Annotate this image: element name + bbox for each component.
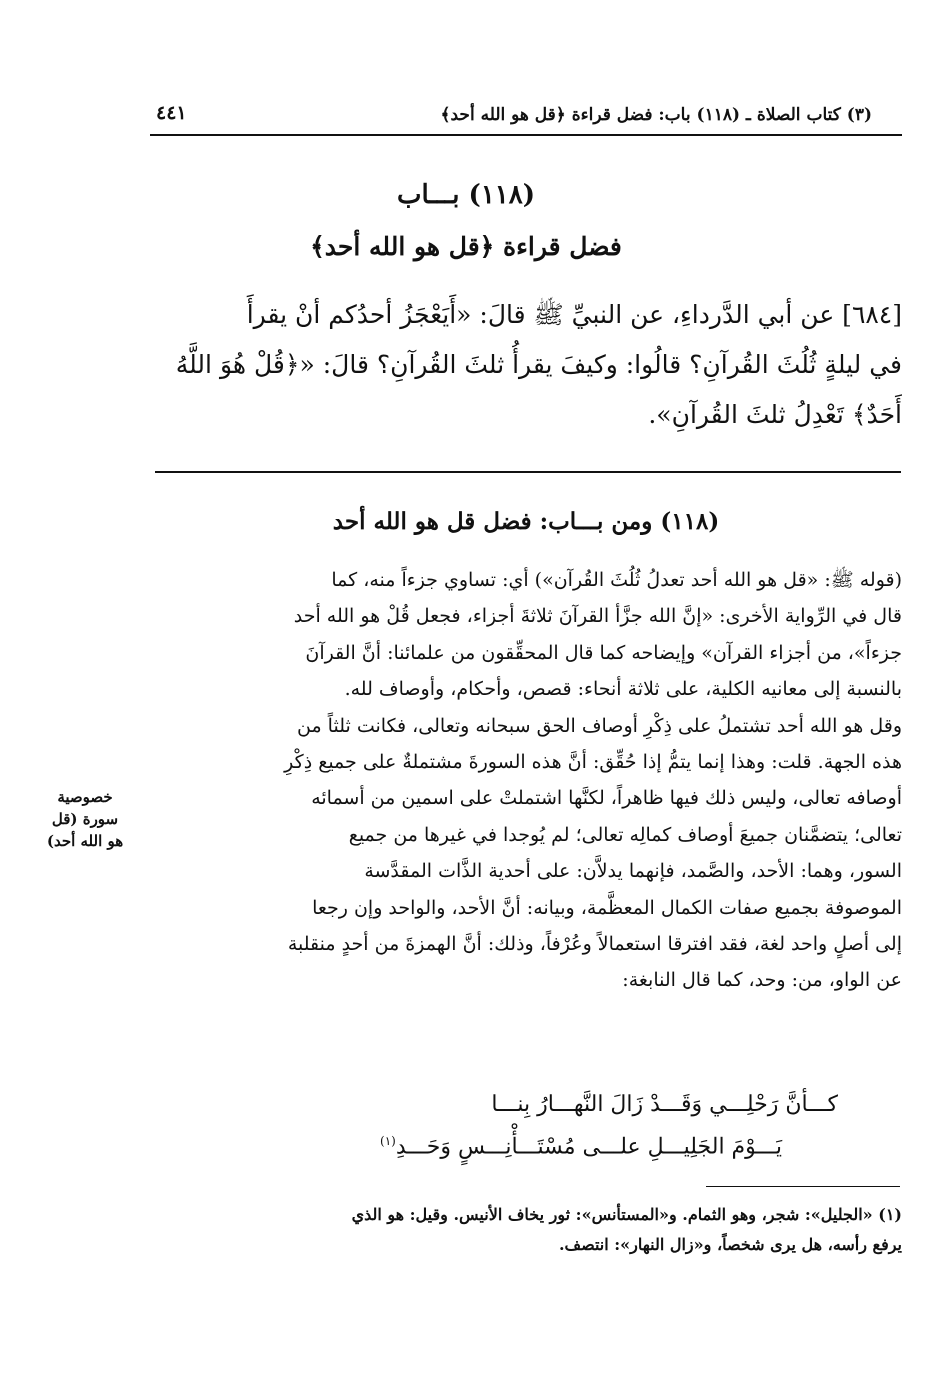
hadith-line: في ليلةٍ ثُلُثَ القُرآنِ؟ قالُوا: وكيفَ يقرأُ ثلثَ القُرآنِ؟ قالَ: «﴿قُلْ هُوَ اللَّهُ	[175, 350, 902, 379]
running-header	[150, 100, 902, 136]
commentary-line: الموصوفة بجميع صفات الكمال المعظَّمة، وبيانه: أنَّ الأحد، والواحد وإن رجعا	[312, 896, 902, 919]
margin-note-line: سورة (قل	[51, 810, 119, 828]
commentary-line: جزءاً»، من أجزاء القرآن» وإيضاحه كما قال المحقِّقون من علمائنا: أنَّ القرآنَ	[305, 641, 902, 664]
running-header-title: (٣) كتاب الصلاة ـ (١١٨) باب: فضل قراءة ﴿قل هو الله أحد﴾	[440, 105, 872, 125]
commentary-line: عن الواو، من: وحد، كما قال النابغة:	[622, 969, 902, 992]
commentary-text	[150, 562, 902, 999]
commentary-line: (قوله ﷺ: «قل هو الله أحد تعدلُ ثُلُثَ القُرآن») أي: تساوي جزءاً منه، كما	[331, 569, 902, 591]
commentary-line: تعالى؛ يتضمَّنان جميعَ أوصاف كمالِه تعالى؛ لم يُوجدا في غيرها من جميع	[348, 823, 902, 846]
chapter-title: فضل قراءة ﴿قل هو الله أحد﴾	[310, 232, 622, 261]
hadith-line: أَحَدٌ﴾ تَعْدِلُ ثلثَ القُرآنِ».	[648, 400, 902, 429]
hadith-text	[150, 290, 902, 440]
margin-note-line: خصوصية	[57, 788, 113, 806]
footnote-ref: (١)	[380, 1134, 396, 1148]
commentary-line: أوصافه تعالى، وليس ذلك فيها ظاهراً، لكنَّها اشتملتْ على اسمين من أسمائه	[311, 787, 902, 810]
margin-note	[30, 786, 140, 852]
margin-note-line: هو الله أحد)	[46, 832, 124, 850]
footnote-line: (١) «الجليل»: شجر، وهو الثمام. و«المستأنس»: ثور يخاف الأنيس. وقيل: هو الذي	[351, 1205, 902, 1224]
hadith-line: [٦٨٤] عن أبي الدَّرداءِ، عن النبيِّ ﷺ قالَ: «أَيَعْجَزُ أحدُكم أنْ يقرأَ	[246, 300, 902, 329]
poem-verse-text	[380, 1134, 782, 1159]
commentary-line: إلى أصلٍ واحد لغة، فقد افترقا استعمالاً وعُرْفاً، وذلك: أنَّ الهمزةَ من أحدٍ منقلبة	[287, 933, 902, 956]
commentary-line: وقل هو الله أحد تشتملُ على ذِكْرِ أوصاف الحق سبحانه وتعالى، فكانت ثلثاً من	[297, 714, 902, 737]
commentary-line: بالنسبة إلى معانيه الكلية، على ثلاثة أنحاء: قصص، وأحكام، وأوصاف لله.	[344, 678, 902, 701]
commentary-line: قال في الرِّواية الأخرى: «إنَّ الله جزَّأ القرآنَ ثلاثةَ أجزاء، فجعل قُلْ هو الله أحد	[293, 605, 902, 628]
commentary-line: السور، وهما: الأحد، والصَّمد، فإنهما يدلاَّن: على أحدية الذَّات المقدَّسة	[364, 860, 902, 883]
footnote-line: يرفع رأسه، هل يرى شخصاً، و«زال النهار»: انتصف.	[558, 1235, 902, 1254]
poem-verse-text: كـــأنَّ رَحْلِـــي وَقَـــدْ زَالَ النَّهـــارُ بِنـــا	[491, 1092, 838, 1117]
section-divider	[155, 471, 901, 473]
poem-verse-2-text: يَـــوْمَ الجَلِيـــلِ علـــى مُسْتَـــأْنِـــسٍ وَحَـــدِ	[395, 1134, 782, 1160]
page-number: ٤٤١	[156, 102, 187, 124]
chapter-number: (١١٨) بـــاب	[396, 180, 536, 210]
commentary-title: (١١٨) ومن بـــاب: فضل قل هو الله أحد	[332, 508, 720, 535]
commentary-line: هذه الجهة. قلت: وهذا إنما يتمُّ إذا حُقِّق: أنَّ هذه السورةَ مشتملةٌ على جميع ذِكْرِ	[284, 751, 902, 774]
footnote-rule	[706, 1186, 900, 1187]
footnotes	[150, 1200, 902, 1260]
